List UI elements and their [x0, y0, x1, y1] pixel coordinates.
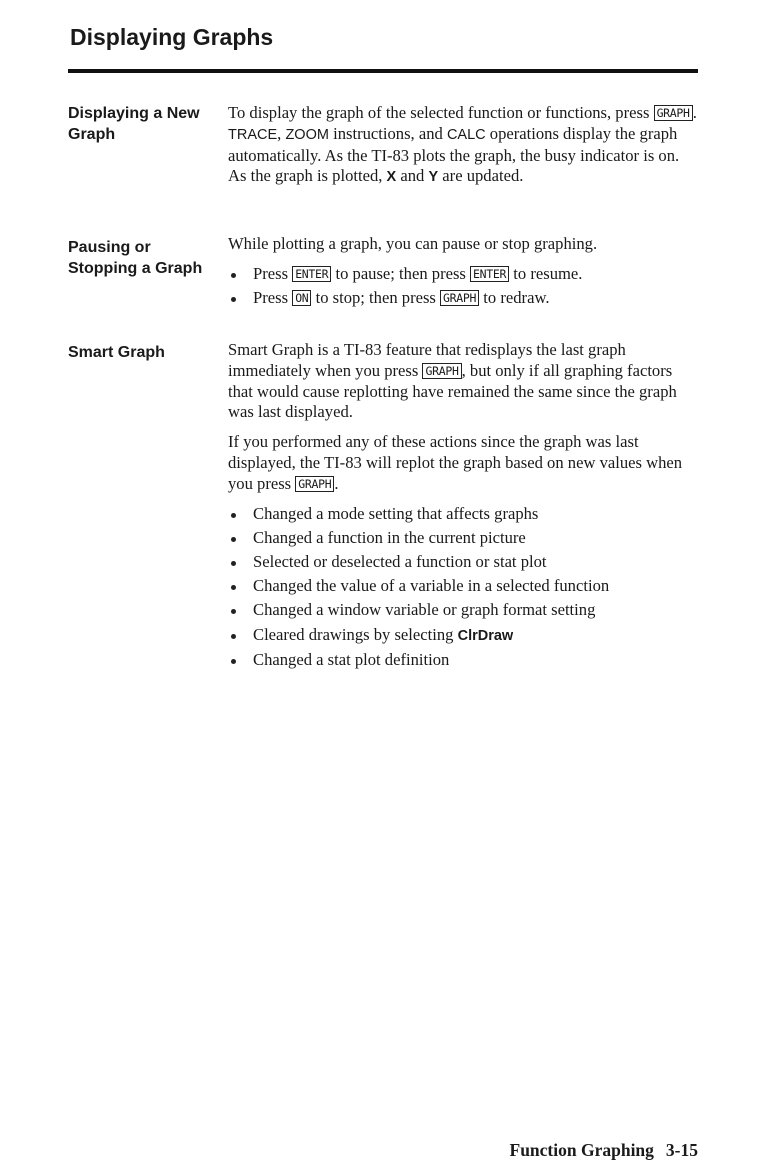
list-item: Changed a window variable or graph format setting	[228, 600, 700, 621]
section-label: Pausing or Stopping a Graph	[68, 239, 203, 277]
text: ,	[277, 123, 286, 143]
graph-key: GRAPH	[422, 363, 461, 379]
list-item	[228, 288, 700, 309]
text: operations display the graph automatically. As the TI-83 plots the graph, the busy indicator is on. As the graph is plotted,	[228, 123, 680, 186]
enter-key: ENTER	[470, 266, 509, 282]
text: Smart Graph is a TI-83 feature that redisplays the last graph immediately when you press	[228, 340, 626, 380]
title-rule	[68, 69, 698, 73]
list-item	[228, 264, 700, 285]
graph-key: GRAPH	[654, 105, 693, 121]
graph-key: GRAPH	[295, 476, 334, 492]
bullet-list	[228, 504, 700, 671]
page-footer	[510, 1140, 699, 1161]
clrdraw-command: ClrDraw	[457, 627, 514, 644]
section-label: Smart Graph	[68, 344, 165, 361]
paragraph	[228, 340, 700, 423]
list-item: Changed a mode setting that affects graphs	[228, 504, 700, 525]
text: .	[334, 473, 339, 493]
text: .	[692, 103, 697, 122]
x-variable: X	[386, 169, 397, 186]
trace-command: TRACE	[228, 126, 278, 143]
text: , but only if all graphing factors that would cause replotting have remained the same since the graph was last displayed.	[228, 360, 677, 422]
paragraph	[228, 432, 700, 494]
text: instructions, and	[328, 123, 447, 143]
text: Press	[253, 263, 293, 283]
list-item: Changed the value of a variable in a selected function	[228, 576, 700, 597]
list-item: Changed a function in the current picture	[228, 528, 700, 549]
calc-command: CALC	[446, 126, 486, 143]
text: are updated.	[438, 166, 524, 186]
list-item: Changed a stat plot definition	[228, 650, 700, 671]
on-key: ON	[292, 290, 311, 306]
text: to redraw.	[479, 287, 550, 307]
graph-key: GRAPH	[440, 290, 479, 306]
text: to resume.	[509, 263, 583, 283]
section-body	[228, 103, 700, 197]
section-body	[228, 340, 700, 674]
list-item	[228, 625, 700, 647]
paragraph	[228, 103, 700, 188]
text: If you performed any of these actions since the graph was last displayed, the TI-83 will replot the graph based on new values when you press	[228, 432, 683, 493]
text: and	[396, 166, 429, 186]
text: Cleared drawings by selecting	[253, 624, 458, 644]
footer-chapter: Function Graphing	[509, 1140, 654, 1160]
y-variable: Y	[428, 169, 439, 186]
text: to stop; then press	[311, 287, 441, 307]
text: to pause; then press	[331, 263, 471, 283]
section-label: Displaying a New Graph	[68, 105, 200, 143]
text: To display the graph of the selected function or functions, press	[228, 103, 654, 122]
page-title: Displaying Graphs	[70, 24, 274, 50]
text: Press	[253, 287, 293, 307]
list-item: Selected or deselected a function or stat plot	[228, 552, 700, 573]
enter-key: ENTER	[292, 266, 331, 282]
page-number: 3-15	[665, 1140, 698, 1160]
paragraph: While plotting a graph, you can pause or stop graphing.	[228, 234, 598, 253]
bullet-list	[228, 264, 700, 309]
section-body	[228, 234, 700, 312]
zoom-command: ZOOM	[285, 126, 329, 143]
